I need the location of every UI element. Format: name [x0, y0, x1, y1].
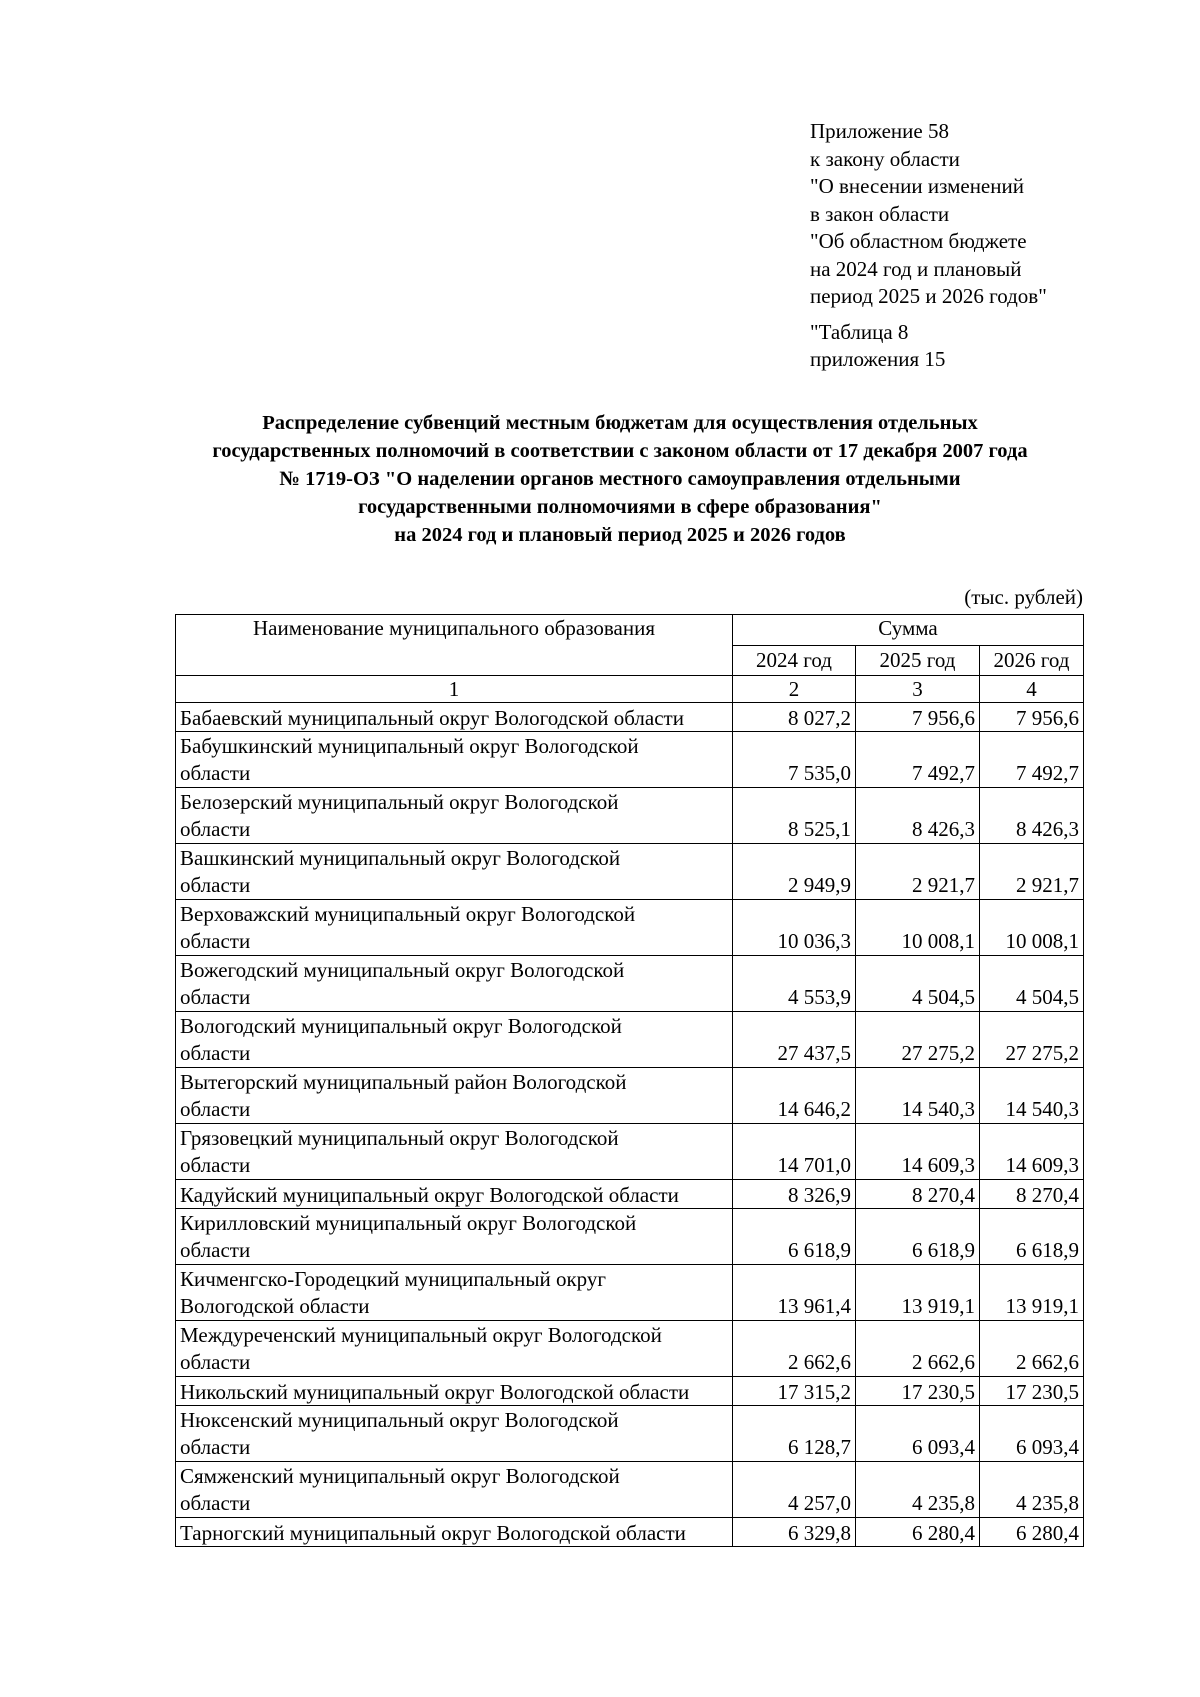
value-2024-cell: 6 128,7: [733, 1406, 856, 1462]
column-number: 3: [856, 676, 980, 703]
title-line: на 2024 год и плановый период 2025 и 2026 годов: [394, 524, 846, 546]
value-2026-cell: 2 921,7: [980, 844, 1084, 900]
table-row: [176, 1068, 1084, 1124]
appendix-line: в закон области: [810, 201, 950, 226]
table-row: [176, 1265, 1084, 1321]
municipality-name-line: области: [180, 1491, 251, 1515]
municipality-name-cell: [176, 1462, 733, 1518]
header-name-column: Наименование муниципального образования: [176, 615, 733, 676]
value-2024-cell: 17 315,2: [733, 1377, 856, 1406]
value-2026-cell: 13 919,1: [980, 1265, 1084, 1321]
value-2025-cell: 14 540,3: [856, 1068, 980, 1124]
table-row: [176, 1321, 1084, 1377]
value-2026-cell: 8 426,3: [980, 788, 1084, 844]
value-2024-cell: 8 326,9: [733, 1180, 856, 1209]
municipality-name-line: Грязовецкий муниципальный округ Вологодской: [180, 1126, 619, 1150]
value-2025-cell: 6 093,4: [856, 1406, 980, 1462]
value-2024-cell: 13 961,4: [733, 1265, 856, 1321]
municipality-name-cell: [176, 1209, 733, 1265]
municipality-name-line: области: [180, 1041, 251, 1065]
value-2025-cell: 8 426,3: [856, 788, 980, 844]
municipality-name-line: Междуреченский муниципальный округ Вологодской: [180, 1323, 662, 1347]
municipality-name-line: области: [180, 761, 251, 785]
municipality-name-line: Бабушкинский муниципальный округ Вологодской: [180, 734, 639, 758]
value-2025-cell: 10 008,1: [856, 900, 980, 956]
appendix-header: [810, 118, 1150, 374]
title-line: государственными полномочиями в сфере образования": [358, 496, 882, 518]
municipality-name-line: Кирилловский муниципальный округ Вологодской: [180, 1211, 637, 1235]
value-2024-cell: 10 036,3: [733, 900, 856, 956]
municipality-name-cell: [176, 1321, 733, 1377]
value-2026-cell: 7 492,7: [980, 732, 1084, 788]
table-row: [176, 1124, 1084, 1180]
spacer: [810, 311, 1150, 319]
value-2025-cell: 7 492,7: [856, 732, 980, 788]
value-2025-cell: 7 956,6: [856, 703, 980, 732]
title-line: № 1719-ОЗ "О наделении органов местного самоуправления отдельными: [279, 468, 961, 490]
table-row: [176, 732, 1084, 788]
table-row: [176, 1377, 1084, 1406]
value-2026-cell: 14 540,3: [980, 1068, 1084, 1124]
units-label: (тыс. рублей): [964, 585, 1083, 609]
table-row: [176, 956, 1084, 1012]
header-year-2025: 2025 год: [856, 646, 980, 676]
municipality-name-line: области: [180, 1435, 251, 1459]
municipality-name-cell: [176, 732, 733, 788]
municipality-name-line: Никольский муниципальный округ Вологодской области: [180, 1380, 690, 1404]
value-2024-cell: 4 553,9: [733, 956, 856, 1012]
municipality-name-line: Тарногский муниципальный округ Вологодской области: [180, 1521, 686, 1545]
municipality-name-line: Вашкинский муниципальный округ Вологодской: [180, 846, 621, 870]
municipality-name-line: Кичменгско-Городецкий муниципальный округ: [180, 1267, 606, 1291]
value-2025-cell: 4 235,8: [856, 1462, 980, 1518]
municipality-name-line: Вологодской области: [180, 1294, 370, 1318]
value-2026-cell: 6 280,4: [980, 1518, 1084, 1547]
municipality-name-cell: [176, 1406, 733, 1462]
table-row: [176, 1518, 1084, 1547]
value-2024-cell: 27 437,5: [733, 1012, 856, 1068]
appendix-line: "О внесении изменений: [810, 174, 1024, 198]
value-2024-cell: 6 618,9: [733, 1209, 856, 1265]
value-2025-cell: 6 618,9: [856, 1209, 980, 1265]
value-2026-cell: 2 662,6: [980, 1321, 1084, 1377]
municipality-name-cell: [176, 1012, 733, 1068]
title-line: государственных полномочий в соответствии с законом области от 17 декабря 2007 года: [212, 440, 1028, 462]
table-body: [176, 703, 1084, 1547]
municipality-name-cell: [176, 1124, 733, 1180]
table-row: [176, 1012, 1084, 1068]
header-year-2026: 2026 год: [980, 646, 1084, 676]
municipality-name-line: Белозерский муниципальный округ Вологодской: [180, 790, 619, 814]
value-2026-cell: 4 235,8: [980, 1462, 1084, 1518]
title-line: Распределение субвенций местным бюджетам для осуществления отдельных: [262, 412, 978, 434]
value-2024-cell: 2 662,6: [733, 1321, 856, 1377]
municipality-name-line: области: [180, 985, 251, 1009]
value-2026-cell: 10 008,1: [980, 900, 1084, 956]
appendix-line: к закону области: [810, 146, 960, 171]
municipality-name-line: области: [180, 873, 251, 897]
table-row: [176, 1462, 1084, 1518]
municipality-name-cell: [176, 703, 733, 732]
table-row: [176, 703, 1084, 732]
municipality-name-line: области: [180, 817, 251, 841]
header-year-2024: 2024 год: [733, 646, 856, 676]
value-2026-cell: 8 270,4: [980, 1180, 1084, 1209]
value-2025-cell: 6 280,4: [856, 1518, 980, 1547]
value-2025-cell: 4 504,5: [856, 956, 980, 1012]
value-2024-cell: 14 646,2: [733, 1068, 856, 1124]
municipality-name-line: Верховажский муниципальный округ Вологодской: [180, 902, 636, 926]
appendix-line: Приложение 58: [810, 119, 949, 143]
municipality-name-line: области: [180, 1097, 251, 1121]
municipality-name-cell: [176, 1068, 733, 1124]
municipality-name-line: области: [180, 929, 251, 953]
value-2026-cell: 7 956,6: [980, 703, 1084, 732]
table-reference-line: приложения 15: [810, 347, 946, 371]
municipality-name-line: Нюксенский муниципальный округ Вологодской: [180, 1408, 619, 1432]
table-reference-line: "Таблица 8: [810, 319, 909, 344]
appendix-line: на 2024 год и плановый: [810, 256, 1022, 281]
value-2026-cell: 6 618,9: [980, 1209, 1084, 1265]
municipality-name-line: Кадуйский муниципальный округ Вологодской области: [180, 1183, 679, 1207]
table-row: [176, 1406, 1084, 1462]
table-row: [176, 844, 1084, 900]
value-2025-cell: 2 921,7: [856, 844, 980, 900]
value-2025-cell: 27 275,2: [856, 1012, 980, 1068]
value-2026-cell: 27 275,2: [980, 1012, 1084, 1068]
table-row: [176, 1209, 1084, 1265]
municipality-name-cell: [176, 1265, 733, 1321]
value-2024-cell: 2 949,9: [733, 844, 856, 900]
value-2024-cell: 7 535,0: [733, 732, 856, 788]
municipality-name-line: области: [180, 1350, 251, 1374]
value-2025-cell: 2 662,6: [856, 1321, 980, 1377]
appendix-line: "Об областном бюджете: [810, 229, 1027, 253]
value-2024-cell: 8 525,1: [733, 788, 856, 844]
value-2026-cell: 4 504,5: [980, 956, 1084, 1012]
municipality-name-line: Вытегорский муниципальный район Вологодской: [180, 1070, 627, 1094]
document-title: [150, 409, 1090, 549]
value-2024-cell: 6 329,8: [733, 1518, 856, 1547]
column-number: 2: [733, 676, 856, 703]
municipality-name-cell: [176, 1518, 733, 1547]
value-2024-cell: 4 257,0: [733, 1462, 856, 1518]
municipality-name-cell: [176, 956, 733, 1012]
municipality-name-cell: [176, 900, 733, 956]
appendix-line: период 2025 и 2026 годов": [810, 284, 1047, 308]
subventions-table: [175, 614, 1084, 1547]
municipality-name-line: области: [180, 1238, 251, 1262]
municipality-name-line: Сямженский муниципальный округ Вологодской: [180, 1464, 620, 1488]
value-2026-cell: 6 093,4: [980, 1406, 1084, 1462]
value-2024-cell: 14 701,0: [733, 1124, 856, 1180]
municipality-name-cell: [176, 1377, 733, 1406]
value-2025-cell: 17 230,5: [856, 1377, 980, 1406]
column-number: 4: [980, 676, 1084, 703]
value-2026-cell: 17 230,5: [980, 1377, 1084, 1406]
municipality-name-cell: [176, 788, 733, 844]
column-number: 1: [176, 676, 733, 703]
municipality-name-cell: [176, 1180, 733, 1209]
value-2025-cell: 8 270,4: [856, 1180, 980, 1209]
municipality-name-line: области: [180, 1153, 251, 1177]
municipality-name-line: Вожегодский муниципальный округ Вологодской: [180, 958, 625, 982]
header-sum-group: Сумма: [733, 615, 1084, 646]
table-row: [176, 1180, 1084, 1209]
value-2026-cell: 14 609,3: [980, 1124, 1084, 1180]
value-2025-cell: 14 609,3: [856, 1124, 980, 1180]
value-2024-cell: 8 027,2: [733, 703, 856, 732]
municipality-name-line: Вологодский муниципальный округ Вологодской: [180, 1014, 622, 1038]
municipality-name-line: Бабаевский муниципальный округ Вологодской области: [180, 706, 684, 730]
municipality-name-cell: [176, 844, 733, 900]
value-2025-cell: 13 919,1: [856, 1265, 980, 1321]
table-row: [176, 900, 1084, 956]
table-row: [176, 788, 1084, 844]
